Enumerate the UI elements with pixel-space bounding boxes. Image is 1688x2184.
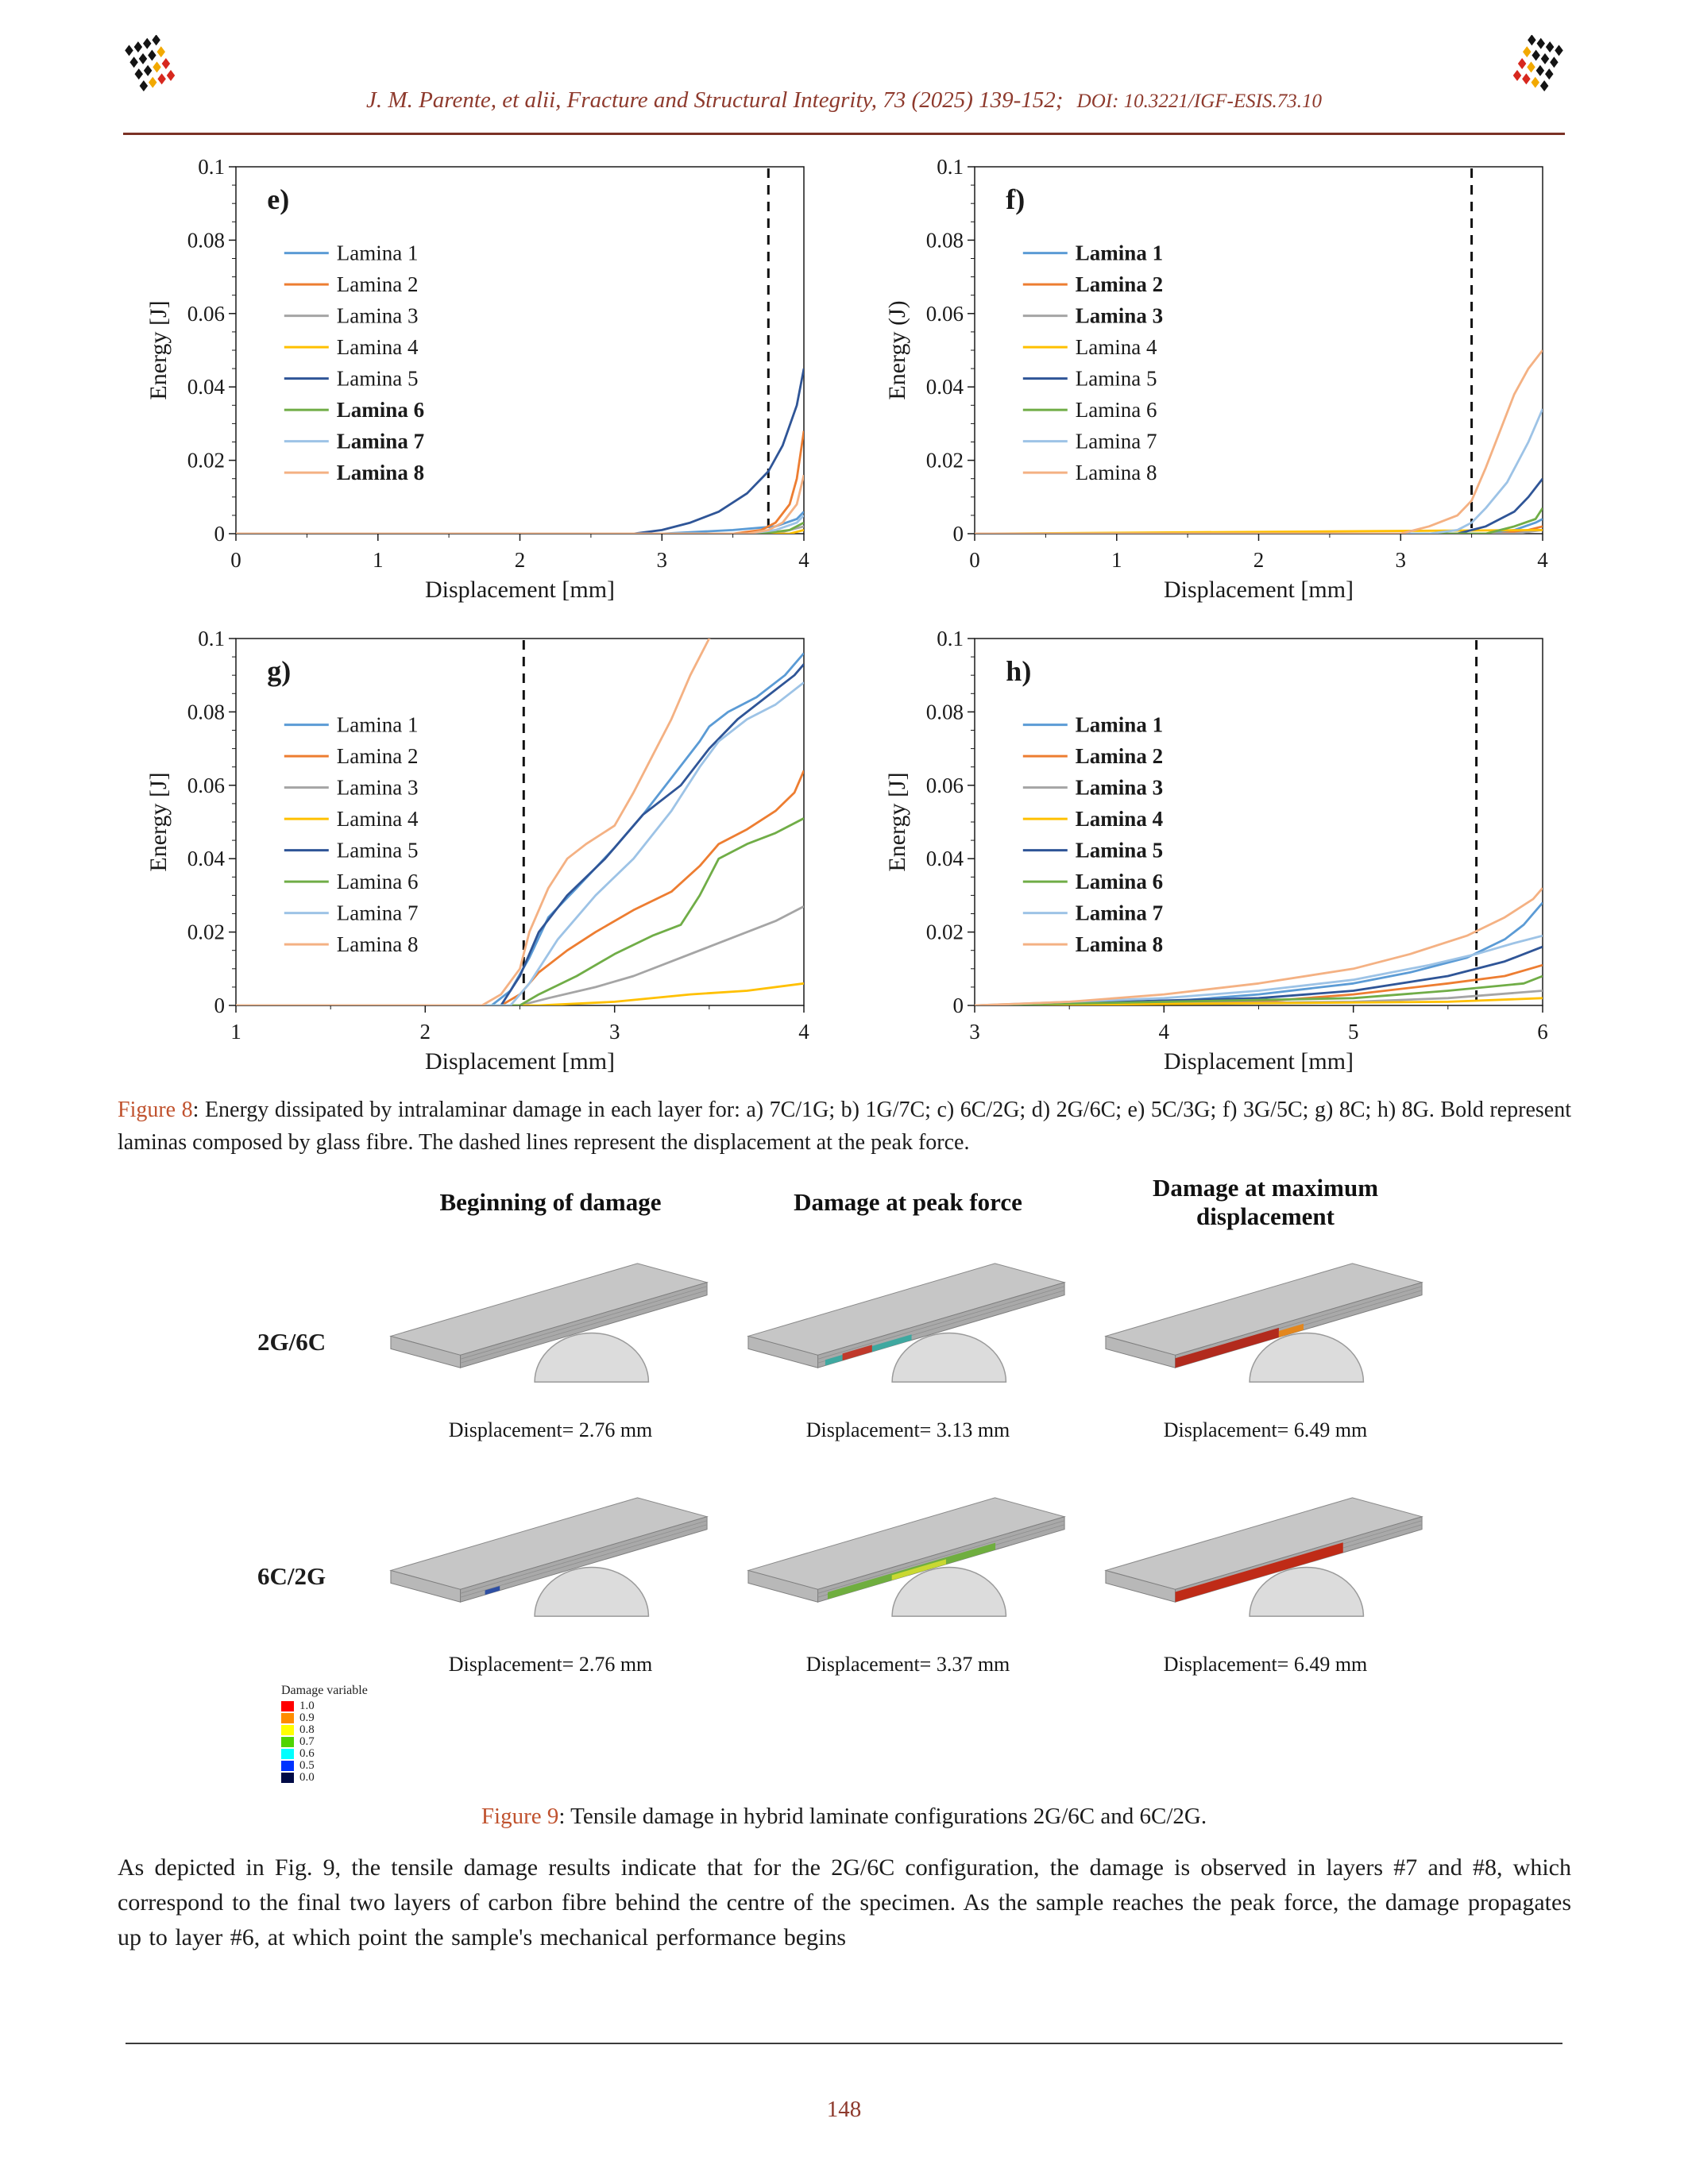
specimen-image bbox=[734, 1241, 1082, 1411]
figure9-headers bbox=[253, 1174, 1456, 1230]
legend-label: Lamina 5 bbox=[1075, 366, 1157, 391]
figure9-column-header: Damage at maximum displacement bbox=[1152, 1174, 1379, 1230]
y-tick-label: 0.1 bbox=[937, 627, 964, 650]
body-paragraph: As depicted in Fig. 9, the tensile damage results indicate that for the 2G/6C configuration, the damage is observed in layers #7 and #8, which correspond to the final two layers of carbon fibre behind the centre of the specimen. As the sample reaches the peak force, the damage propagates up to layer #6, at which point the sample's mechanical performance begins bbox=[118, 1854, 1571, 1951]
igf-logo-graphic bbox=[1512, 35, 1567, 94]
figure9-row bbox=[253, 1241, 1456, 1442]
series-lamina-5 bbox=[975, 479, 1543, 534]
x-tick-label: 1 bbox=[230, 1020, 241, 1044]
damage-legend-entry bbox=[281, 1724, 368, 1736]
y-tick-label: 0.1 bbox=[937, 156, 964, 179]
legend-label: Lamina 3 bbox=[336, 303, 419, 328]
legend-label: Lamina 2 bbox=[336, 744, 419, 769]
y-tick-label: 0.08 bbox=[187, 228, 225, 253]
damage-legend-value: 0.6 bbox=[299, 1747, 315, 1760]
specimen-cell bbox=[729, 1476, 1087, 1677]
x-tick-label: 4 bbox=[1537, 548, 1548, 572]
damage-legend-entry bbox=[281, 1736, 368, 1748]
legend-label: Lamina 8 bbox=[336, 932, 419, 957]
energy-chart-g bbox=[139, 627, 818, 1086]
y-tick-label: 0.02 bbox=[925, 920, 964, 944]
displacement-label: Displacement= 6.49 mm bbox=[1163, 1418, 1368, 1442]
x-axis-label: Displacement [mm] bbox=[424, 577, 616, 603]
plot-border bbox=[975, 639, 1543, 1005]
displacement-label: Displacement= 3.13 mm bbox=[805, 1418, 1010, 1442]
x-tick-label: 3 bbox=[1395, 548, 1407, 572]
x-axis-label: Displacement [mm] bbox=[1163, 577, 1354, 603]
figure9-rows bbox=[253, 1241, 1456, 1677]
y-tick-label: 0.06 bbox=[925, 773, 964, 797]
legend-label: Lamina 6 bbox=[336, 398, 425, 423]
color-swatch bbox=[281, 1749, 294, 1759]
x-axis-label: Displacement [mm] bbox=[1163, 1048, 1354, 1075]
color-swatch bbox=[281, 1701, 294, 1711]
y-tick-label: 0.06 bbox=[925, 301, 964, 326]
y-tick-label: 0.02 bbox=[187, 920, 225, 944]
energy-chart-h bbox=[878, 627, 1557, 1086]
legend-label: Lamina 1 bbox=[336, 241, 419, 265]
figure9-caption-text: : Tensile damage in hybrid laminate configurations 2G/6C and 6C/2G. bbox=[558, 1804, 1207, 1829]
color-swatch bbox=[281, 1713, 294, 1723]
displacement-label: Displacement= 2.76 mm bbox=[448, 1418, 653, 1442]
legend-label: Lamina 7 bbox=[336, 429, 425, 453]
plot-border bbox=[236, 639, 804, 1005]
x-tick-label: 0 bbox=[969, 548, 980, 572]
footer-rule bbox=[126, 2043, 1562, 2044]
y-tick-label: 0.06 bbox=[187, 773, 225, 797]
chart-g-svg bbox=[139, 627, 818, 1086]
x-tick-label: 5 bbox=[1347, 1020, 1359, 1044]
y-tick-label: 0.08 bbox=[925, 700, 964, 724]
legend-label: Lamina 3 bbox=[1075, 775, 1164, 800]
chart-f-svg bbox=[878, 156, 1557, 615]
legend-label: Lamina 2 bbox=[1075, 272, 1164, 297]
legend-label: Lamina 7 bbox=[1075, 901, 1164, 925]
legend-label: Lamina 5 bbox=[336, 838, 419, 862]
legend-label: Lamina 4 bbox=[1075, 807, 1164, 832]
legend-label: Lamina 4 bbox=[336, 335, 419, 360]
specimen-cell bbox=[372, 1241, 729, 1442]
damage-legend-value: 0.9 bbox=[299, 1711, 315, 1724]
series-lamina-6 bbox=[236, 523, 804, 534]
specimen-image bbox=[377, 1476, 724, 1646]
x-tick-label: 6 bbox=[1537, 1020, 1548, 1044]
series-lamina-8 bbox=[236, 627, 804, 1005]
specimen-image bbox=[377, 1241, 724, 1411]
x-tick-label: 4 bbox=[798, 1020, 809, 1044]
series-lamina-3 bbox=[236, 906, 804, 1005]
legend-label: Lamina 2 bbox=[336, 272, 419, 297]
color-swatch bbox=[281, 1761, 294, 1771]
series-lamina-2 bbox=[236, 431, 804, 534]
y-tick-label: 0 bbox=[952, 522, 964, 546]
specimen-cell bbox=[1087, 1476, 1444, 1677]
citation bbox=[0, 87, 1688, 114]
y-axis-label: Energy (J) bbox=[884, 300, 910, 400]
damage-variable-legend bbox=[281, 1684, 368, 1784]
energy-chart-e bbox=[139, 156, 818, 615]
igf-logo-icon bbox=[1512, 35, 1567, 98]
x-tick-label: 0 bbox=[230, 548, 241, 572]
damage-legend-entry bbox=[281, 1760, 368, 1772]
damage-legend-entry bbox=[281, 1748, 368, 1760]
figure9-block bbox=[253, 1174, 1456, 1793]
y-tick-label: 0.04 bbox=[187, 847, 225, 871]
legend-label: Lamina 7 bbox=[336, 901, 419, 925]
x-tick-label: 3 bbox=[656, 548, 668, 572]
figure9-caption-label: Figure 9 bbox=[481, 1804, 559, 1829]
y-tick-label: 0.08 bbox=[187, 700, 225, 724]
citation-text: J. M. Parente, et alii, Fracture and Structural Integrity, 73 (2025) 139-152; bbox=[366, 87, 1064, 113]
y-tick-label: 0 bbox=[214, 522, 225, 546]
series-lamina-1 bbox=[236, 511, 804, 534]
legend-label: Lamina 3 bbox=[336, 775, 419, 800]
plot-border bbox=[975, 167, 1543, 534]
y-tick-label: 0.06 bbox=[187, 301, 225, 326]
x-axis-label: Displacement [mm] bbox=[424, 1048, 616, 1075]
figure9-column-header: Beginning of damage bbox=[439, 1187, 662, 1216]
y-tick-label: 0.1 bbox=[198, 156, 225, 179]
chart-h-svg bbox=[878, 627, 1557, 1086]
laminate-config-label: 6C/2G bbox=[257, 1561, 326, 1590]
color-swatch bbox=[281, 1725, 294, 1735]
series-lamina-8 bbox=[236, 475, 804, 534]
legend-label: Lamina 1 bbox=[1075, 712, 1164, 737]
y-tick-label: 0.04 bbox=[925, 375, 964, 399]
series-lamina-1 bbox=[236, 654, 804, 1006]
series-lamina-8 bbox=[975, 888, 1543, 1005]
y-tick-label: 0 bbox=[214, 994, 225, 1017]
specimen-image bbox=[1091, 1476, 1439, 1646]
displacement-label: Displacement= 2.76 mm bbox=[448, 1653, 653, 1677]
legend-label: Lamina 2 bbox=[1075, 744, 1164, 769]
figure8-caption-text: : Energy dissipated by intralaminar damage in each layer for: a) 7C/1G; b) 1G/7C; c) 6C/2G; d) 2G/6C; e) 5C/3G; f) 3G/5C; g) 8C; h) 8G. Bold represent laminas composed by glass fibre. The dashed lines represent the displacement at the peak force. bbox=[118, 1098, 1572, 1155]
figure8-caption bbox=[118, 1094, 1571, 1159]
series-lamina-5 bbox=[236, 664, 804, 1005]
x-tick-label: 3 bbox=[608, 1020, 620, 1044]
y-tick-label: 0.1 bbox=[198, 627, 225, 650]
color-swatch bbox=[281, 1773, 294, 1783]
x-tick-label: 4 bbox=[1158, 1020, 1170, 1044]
damage-legend-value: 0.8 bbox=[299, 1723, 315, 1736]
specimen-cell bbox=[1087, 1241, 1444, 1442]
displacement-label: Displacement= 6.49 mm bbox=[1163, 1653, 1368, 1677]
legend-label: Lamina 8 bbox=[1075, 932, 1164, 957]
damage-legend-value: 1.0 bbox=[299, 1700, 315, 1712]
chart-e-svg bbox=[139, 156, 818, 615]
legend-label: Lamina 3 bbox=[1075, 303, 1164, 328]
x-tick-label: 2 bbox=[419, 1020, 431, 1044]
y-axis-label: Energy [J] bbox=[145, 300, 172, 400]
damage-legend-entry bbox=[281, 1700, 368, 1712]
page-number: 148 bbox=[826, 2097, 862, 2122]
citation-doi: DOI: 10.3221/IGF-ESIS.73.10 bbox=[1076, 91, 1322, 112]
damage-legend-value: 0.0 bbox=[299, 1771, 315, 1784]
x-tick-label: 2 bbox=[1253, 548, 1265, 572]
panel-label: f) bbox=[1006, 183, 1026, 216]
laminate-config-label: 2G/6C bbox=[257, 1327, 326, 1356]
y-axis-label: Energy [J] bbox=[884, 772, 910, 872]
specimen-image bbox=[734, 1476, 1082, 1646]
legend-label: Lamina 1 bbox=[1075, 241, 1164, 265]
specimen-cell bbox=[729, 1241, 1087, 1442]
displacement-label: Displacement= 3.37 mm bbox=[805, 1653, 1010, 1677]
legend-label: Lamina 6 bbox=[1075, 398, 1157, 423]
panel-label: g) bbox=[267, 655, 292, 688]
figure9-row bbox=[253, 1476, 1456, 1677]
legend-label: Lamina 4 bbox=[1075, 335, 1157, 360]
figure9-column-header: Damage at peak force bbox=[794, 1187, 1022, 1216]
figure8-charts bbox=[139, 156, 1569, 1086]
y-tick-label: 0 bbox=[952, 994, 964, 1017]
y-tick-label: 0.04 bbox=[187, 375, 225, 399]
legend-label: Lamina 6 bbox=[336, 870, 419, 894]
panel-label: e) bbox=[267, 183, 290, 216]
damage-legend-entry bbox=[281, 1712, 368, 1724]
y-tick-label: 0.04 bbox=[925, 847, 964, 871]
plot-border bbox=[236, 167, 804, 534]
specimen-image bbox=[1091, 1241, 1439, 1411]
x-tick-label: 4 bbox=[798, 548, 809, 572]
legend-label: Lamina 5 bbox=[336, 366, 419, 391]
specimen-cell bbox=[372, 1476, 729, 1677]
legend-label: Lamina 4 bbox=[336, 807, 419, 832]
panel-label: h) bbox=[1006, 655, 1032, 688]
y-tick-label: 0.02 bbox=[925, 448, 964, 473]
figure8-caption-label: Figure 8 bbox=[118, 1098, 193, 1122]
legend-label: Lamina 7 bbox=[1075, 429, 1157, 453]
series-lamina-5 bbox=[236, 366, 804, 534]
color-swatch bbox=[281, 1737, 294, 1747]
y-axis-label: Energy [J] bbox=[145, 772, 172, 872]
legend-label: Lamina 1 bbox=[336, 712, 419, 737]
legend-label: Lamina 5 bbox=[1075, 838, 1164, 862]
energy-chart-f bbox=[878, 156, 1557, 615]
legend-label: Lamina 8 bbox=[1075, 461, 1157, 485]
x-tick-label: 1 bbox=[373, 548, 384, 572]
header-rule bbox=[123, 133, 1565, 135]
damage-legend-entry bbox=[281, 1772, 368, 1784]
x-tick-label: 2 bbox=[514, 548, 526, 572]
figure9-caption bbox=[0, 1800, 1688, 1833]
damage-legend-value: 0.5 bbox=[299, 1759, 315, 1772]
x-tick-label: 3 bbox=[969, 1020, 980, 1044]
legend-label: Lamina 6 bbox=[1075, 870, 1164, 894]
x-tick-label: 1 bbox=[1111, 548, 1122, 572]
legend-label: Lamina 8 bbox=[336, 461, 425, 485]
y-tick-label: 0.08 bbox=[925, 228, 964, 253]
igf-logo-graphic bbox=[121, 35, 176, 94]
damage-legend-title: Damage variable bbox=[281, 1684, 368, 1697]
damage-legend-value: 0.7 bbox=[299, 1735, 315, 1748]
y-tick-label: 0.02 bbox=[187, 448, 225, 473]
